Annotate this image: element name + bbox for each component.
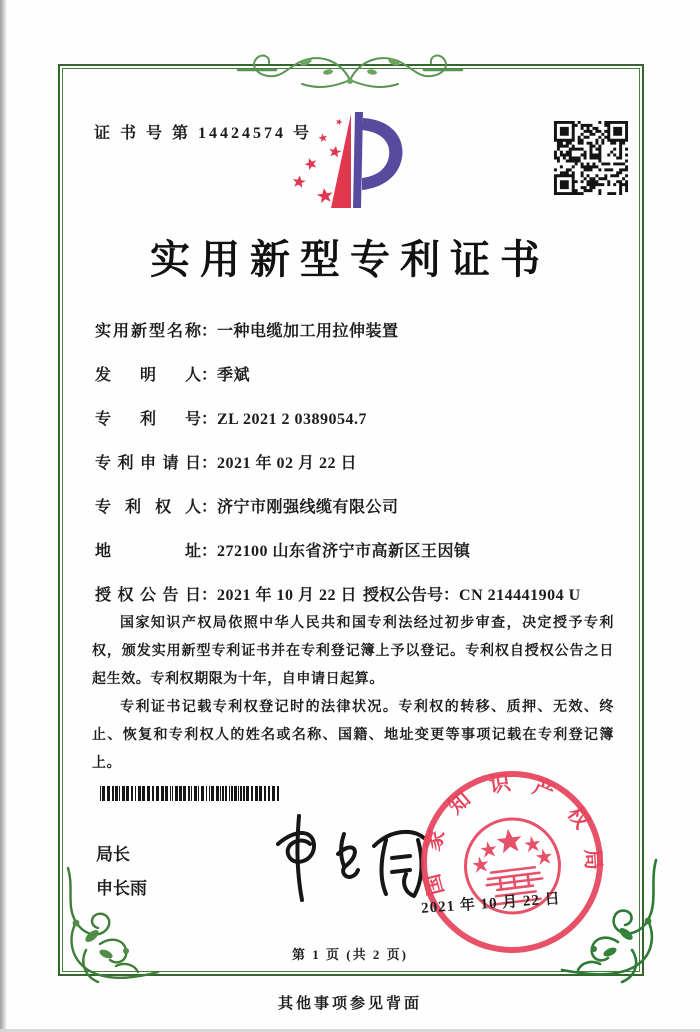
- certificate-number: 证 书 号 第 14424574 号: [94, 125, 313, 142]
- field-grant-date: [95, 582, 363, 605]
- field-colon: ：: [201, 499, 218, 516]
- director-block: [96, 838, 147, 906]
- field-value: 济宁市刚强线缆有限公司: [217, 499, 399, 516]
- field-label: 授权公告号: [363, 587, 444, 604]
- legal-paragraph-1: 国家知识产权局依照中华人民共和国专利法经过初步审查，决定授予专利权，颁发实用新型专利证书并在专利登记簿上予以登记。专利权自授权公告之日起生效。专利权期限为十年，自申请日起算。: [92, 616, 614, 687]
- page-number: 第 1 页 (共 2 页): [292, 947, 408, 962]
- field-label: 实用新型名称: [95, 323, 201, 340]
- seal-date: 2021 年 10 月 22 日: [420, 891, 562, 917]
- director-title: 局长: [96, 845, 130, 864]
- cnipa-patent-logo-icon: [283, 108, 417, 216]
- field-patentee: [95, 494, 615, 538]
- field-value: ZL 2021 2 0389054.7: [217, 411, 367, 428]
- director-name: 申长雨: [96, 879, 147, 898]
- field-filing-date: [95, 450, 615, 494]
- field-value: 2021 年 02 月 22 日: [217, 455, 358, 472]
- field-colon: ：: [201, 411, 218, 428]
- qr-code: [551, 118, 631, 198]
- field-colon: ：: [201, 455, 218, 472]
- field-inventor: [95, 362, 615, 406]
- legal-paragraph-2: 专利证书记载专利权登记时的法律状况。专利权的转移、质押、无效、终止、恢复和专利权人的姓名或名称、国籍、地址变更等事项记载在专利登记簿上。: [92, 700, 614, 771]
- field-label: 发明人: [95, 367, 201, 384]
- seal-ring-text: 国家知识产权局: [419, 770, 606, 898]
- field-patent-number: [95, 406, 615, 450]
- field-colon: ：: [201, 323, 218, 340]
- certificate-title: 实用新型专利证书: [150, 237, 550, 282]
- cnipa-official-seal: [403, 753, 621, 971]
- field-value: CN 214441904 U: [459, 587, 581, 604]
- field-colon: ：: [201, 367, 218, 384]
- field-label: 专利号: [95, 411, 201, 428]
- field-address: [95, 538, 615, 582]
- field-list: [95, 318, 615, 626]
- field-colon: ：: [201, 543, 218, 560]
- field-colon: ：: [443, 587, 460, 604]
- field-label: 专利申请日: [95, 455, 201, 472]
- field-colon: ：: [201, 587, 218, 604]
- legal-text: [92, 610, 614, 778]
- field-utility-model-name: [95, 318, 615, 362]
- field-label: 专利权人: [95, 499, 201, 516]
- field-value: 2021 年 10 月 22 日: [217, 587, 358, 604]
- barcode: [100, 786, 282, 801]
- field-label: 授权公告日: [95, 587, 201, 604]
- field-value: 272100 山东省济宁市高新区王因镇: [217, 543, 471, 560]
- reverse-side-note: 其他事项参见背面: [277, 996, 422, 1012]
- scan-edge-artifact: [0, 0, 7, 1032]
- field-value: 季斌: [217, 367, 251, 384]
- field-label: 地址: [95, 543, 201, 560]
- field-grant-number: [363, 587, 581, 604]
- field-value: 一种电缆加工用拉伸装置: [217, 323, 399, 340]
